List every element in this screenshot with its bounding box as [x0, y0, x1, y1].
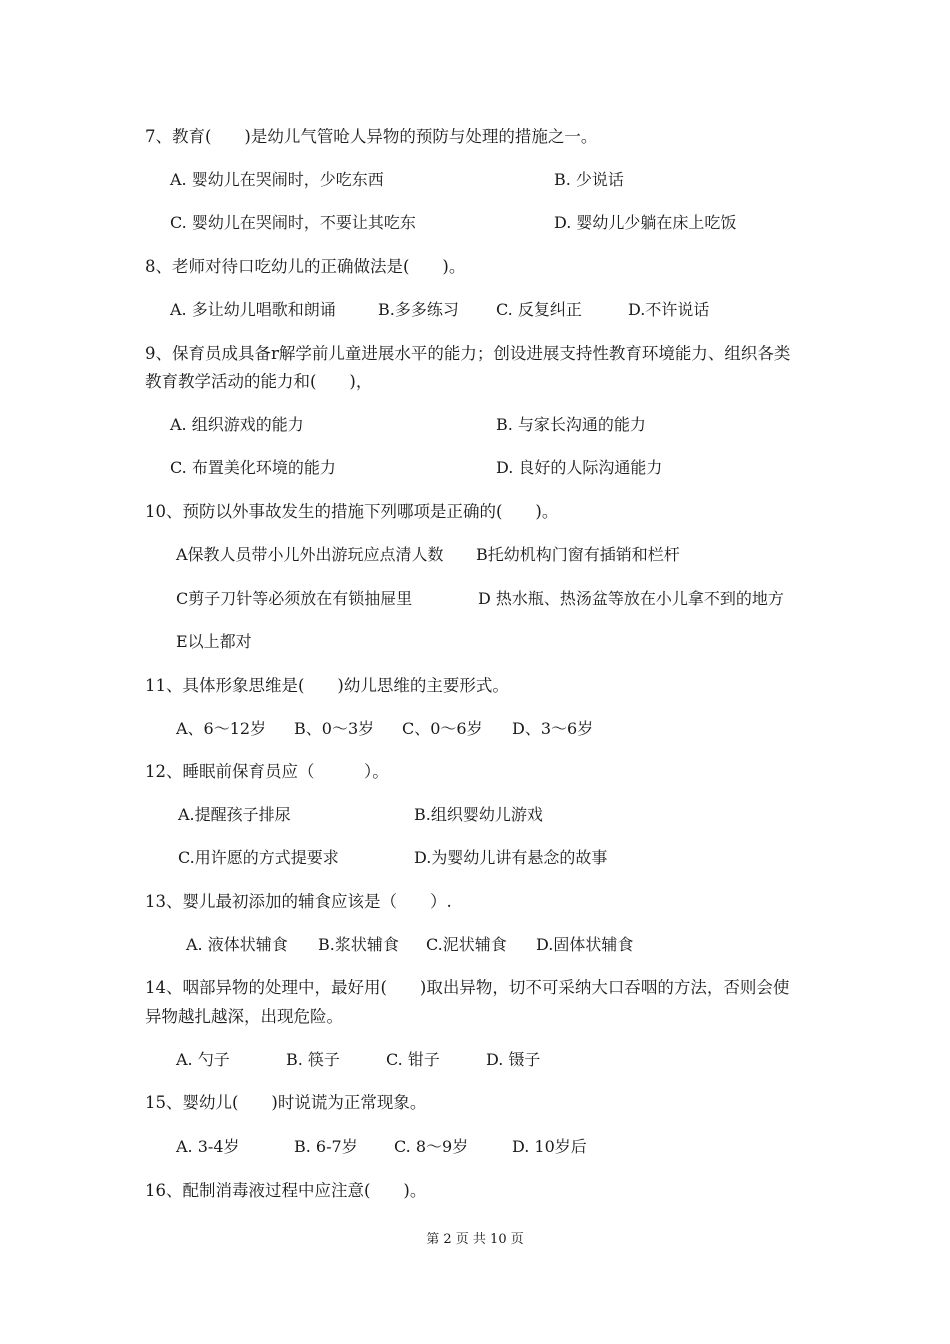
q12-option-c: C.用许愿的方式提要求: [178, 848, 339, 867]
q9-option-b: B. 与家长沟通的能力: [496, 415, 646, 434]
q9-stem-line2: 教育教学活动的能力和( )，: [145, 372, 373, 391]
q11-option-d: D、3～6岁: [512, 719, 594, 738]
q11-option-a: A、6～12岁: [176, 719, 267, 738]
q14-option-c: C. 钳子: [386, 1050, 440, 1069]
q10-option-b: B托幼机构门窗有插销和栏杆: [476, 545, 680, 564]
q8-option-a: A. 多让幼儿唱歌和朗诵: [170, 300, 336, 319]
q7-stem: 7、教育( )是幼儿气管呛人异物的预防与处理的措施之一。: [145, 127, 598, 146]
q13-option-d: D.固体状辅食: [536, 935, 634, 954]
q7-option-a: A. 婴幼儿在哭闹时，少吃东西: [170, 170, 384, 189]
q11-option-c: C、0～6岁: [402, 719, 483, 738]
q13-option-a: A. 液体状辅食: [186, 935, 288, 954]
q7-option-b: B. 少说话: [554, 170, 624, 189]
q13-stem: 13、婴儿最初添加的辅食应该是（ ）.: [145, 892, 452, 911]
q8-option-b: B.多多练习: [378, 300, 459, 319]
q9-stem-line1: 9、保育员成具备r解学前儿童进展水平的能力；创设进展支持性教育环境能力、组织各类: [145, 344, 791, 363]
page-footer: 第 2 页 共 10 页: [426, 1232, 524, 1247]
q12-option-a: A.提醒孩子排尿: [178, 805, 291, 824]
q14-stem-line1: 14、咽部异物的处理中，最好用( )取出异物，切不可采纳大口吞咽的方法，否则会使: [145, 978, 790, 997]
q13-option-b: B.浆状辅食: [318, 935, 399, 954]
q10-stem: 10、预防以外事故发生的措施下列哪项是正确的( )。: [145, 502, 559, 521]
q15-option-b: B. 6-7岁: [294, 1137, 358, 1156]
q7-option-c: C. 婴幼儿在哭闹时，不要让其吃东: [170, 213, 416, 232]
q15-option-a: A. 3-4岁: [176, 1137, 240, 1156]
q7-option-d: D. 婴幼儿少躺在床上吃饭: [554, 213, 737, 232]
q9-option-d: D. 良好的人际沟通能力: [496, 458, 663, 477]
q14-option-a: A. 勺子: [176, 1050, 230, 1069]
q14-option-d: D. 镊子: [486, 1050, 541, 1069]
q16-stem: 16、配制消毒液过程中应注意( )。: [145, 1181, 427, 1200]
q12-stem: 12、睡眠前保育员应（ ）。: [145, 762, 389, 781]
q10-option-d: D 热水瓶、热汤盆等放在小儿拿不到的地方: [478, 589, 784, 608]
q15-option-c: C. 8～9岁: [394, 1137, 469, 1156]
q11-stem: 11、具体形象思维是( )幼儿思维的主要形式。: [145, 676, 509, 695]
q10-option-a: A保教人员带小儿外出游玩应点清人数: [176, 545, 444, 564]
q15-stem: 15、婴幼儿( )时说谎为正常现象。: [145, 1093, 427, 1112]
q10-option-c: C剪子刀针等必须放在有锁抽屉里: [176, 589, 413, 608]
q14-option-b: B. 筷子: [286, 1050, 340, 1069]
q15-option-d: D. 10岁后: [512, 1137, 587, 1156]
q12-option-b: B.组织婴幼儿游戏: [414, 805, 543, 824]
q8-option-d: D.不许说话: [628, 300, 710, 319]
q9-option-a: A. 组织游戏的能力: [170, 415, 304, 434]
q14-stem-line2: 异物越扎越深，出现危险。: [145, 1007, 343, 1026]
q13-option-c: C.泥状辅食: [426, 935, 507, 954]
q11-option-b: B、0～3岁: [294, 719, 375, 738]
q10-option-e: E以上都对: [176, 632, 252, 651]
q8-stem: 8、老师对待口吃幼儿的正确做法是( )。: [145, 257, 466, 276]
q8-option-c: C. 反复纠正: [496, 300, 582, 319]
q9-option-c: C. 布置美化环境的能力: [170, 458, 336, 477]
q12-option-d: D.为婴幼儿讲有悬念的故事: [414, 848, 608, 867]
